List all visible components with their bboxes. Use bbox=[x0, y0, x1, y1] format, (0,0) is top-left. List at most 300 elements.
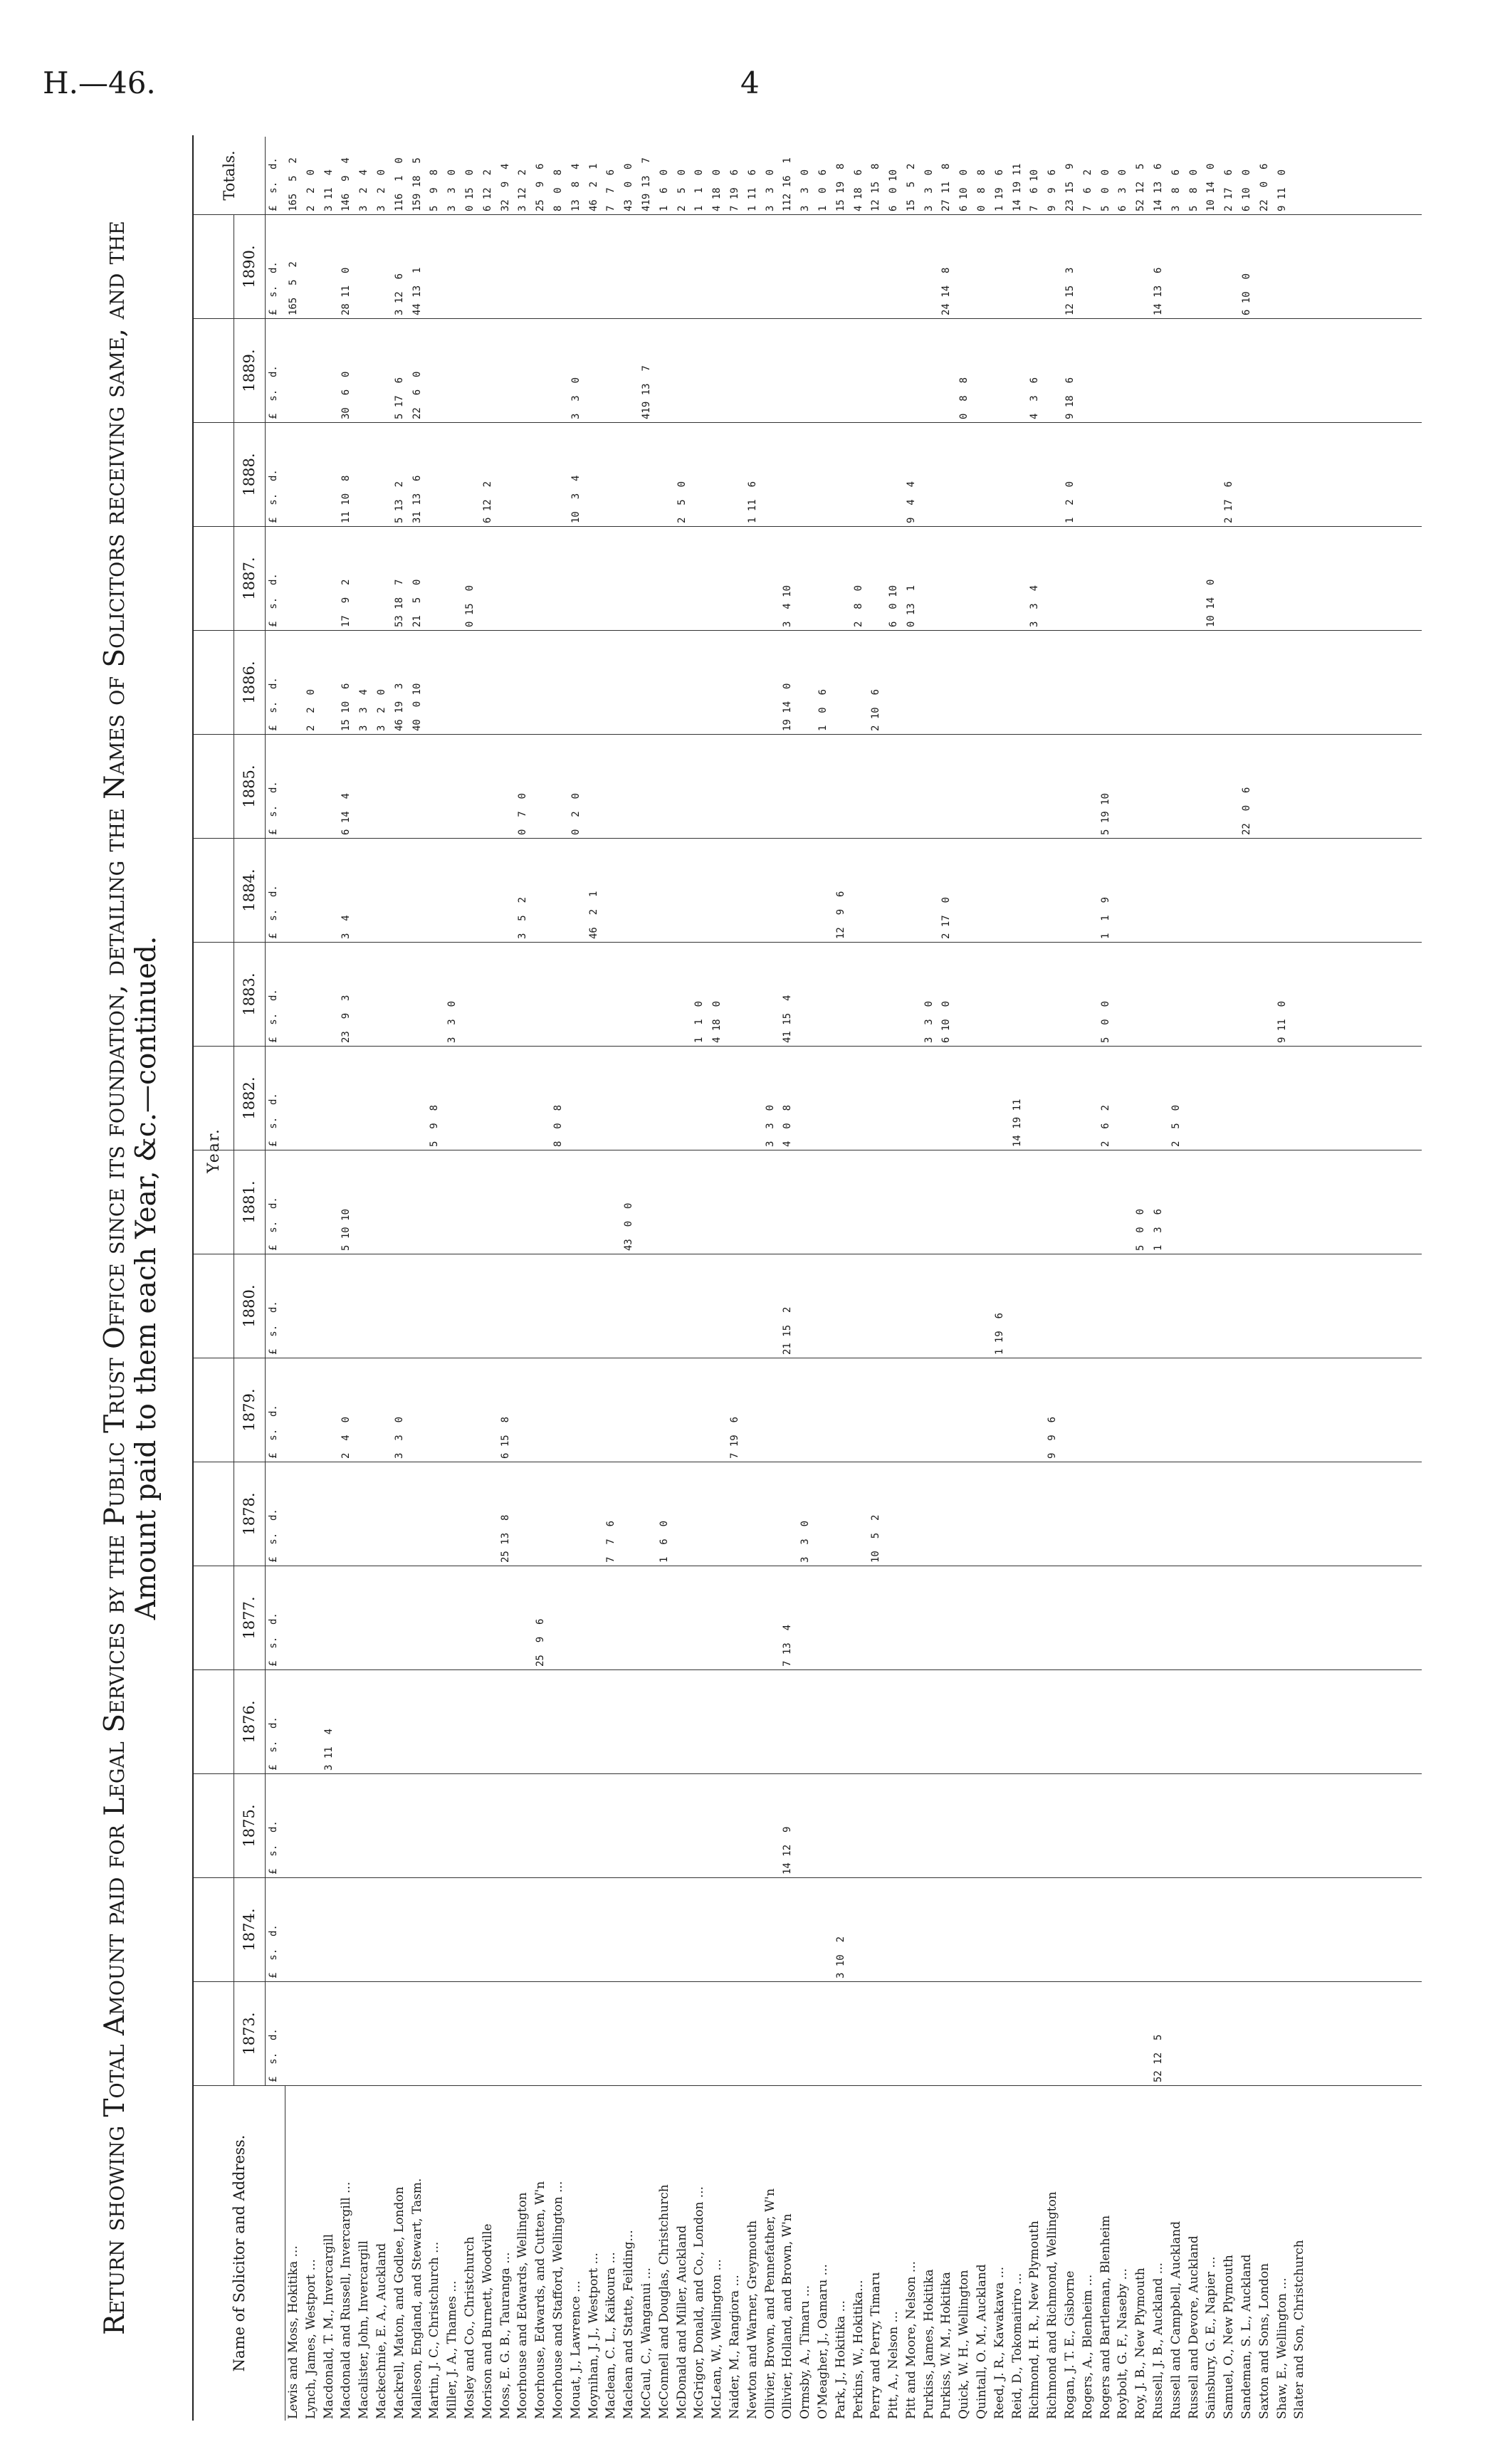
amount-cell bbox=[532, 944, 550, 1043]
amount-cell bbox=[762, 1360, 780, 1459]
amount-cell bbox=[726, 1256, 744, 1355]
amount-cell bbox=[550, 1360, 567, 1459]
amount-cell bbox=[955, 1672, 973, 1771]
amount-cell bbox=[1079, 528, 1097, 627]
amount-cell bbox=[1274, 1983, 1291, 2082]
amount-cell bbox=[1132, 1256, 1150, 1355]
amount-cell bbox=[885, 1672, 903, 1771]
amount-cell bbox=[832, 1256, 850, 1355]
amount-cell bbox=[1061, 1983, 1079, 2082]
amount-cell bbox=[550, 944, 567, 1043]
amount-cell bbox=[532, 1672, 550, 1771]
amount-cell bbox=[514, 1256, 532, 1355]
amount-cell bbox=[1202, 1568, 1220, 1667]
amount-cell bbox=[1291, 320, 1309, 419]
amount-cell bbox=[673, 1983, 691, 2082]
amount-cell bbox=[744, 1672, 762, 1771]
amount-cell: 7 19 6 bbox=[728, 1416, 740, 1459]
amount-cell bbox=[620, 1568, 638, 1667]
amount-cell: 3 5 2 bbox=[517, 896, 529, 939]
amount-cell: 15 10 6 bbox=[340, 683, 352, 731]
amount-cell bbox=[373, 1880, 391, 1978]
solicitor-name: Lewis and Moss, Hokitika ... bbox=[286, 2245, 300, 2419]
amount-cell bbox=[532, 216, 550, 315]
amount-cell: 2 17 6 bbox=[1223, 481, 1235, 523]
amount-cell bbox=[1044, 1464, 1061, 1563]
amount-cell bbox=[921, 1152, 938, 1251]
amount-cell bbox=[461, 944, 479, 1043]
amount-cell bbox=[1168, 632, 1185, 731]
amount-cell bbox=[744, 1048, 762, 1147]
solicitor-name: Roybolt, G. F., Naseby ... bbox=[1116, 2268, 1131, 2419]
amount-cell bbox=[602, 1880, 620, 1978]
amount-cell bbox=[903, 1360, 921, 1459]
amount-cell bbox=[1168, 1568, 1185, 1667]
year-column-header: 1875. bbox=[234, 1774, 266, 1877]
currency-label: £ s. d. bbox=[268, 677, 279, 731]
amount-cell bbox=[620, 1672, 638, 1771]
amount-cell bbox=[567, 1983, 585, 2082]
amount-cell bbox=[726, 320, 744, 419]
total-cell: 6 10 0 bbox=[958, 169, 970, 211]
amount-cell bbox=[867, 840, 885, 939]
amount-cell bbox=[567, 1360, 585, 1459]
amount-cell bbox=[1238, 1568, 1256, 1667]
amount-cell bbox=[1061, 1256, 1079, 1355]
amount-cell bbox=[1097, 1256, 1115, 1355]
year-column-header: 1878. bbox=[234, 1462, 266, 1566]
amount-cell bbox=[1202, 216, 1220, 315]
amount-cell bbox=[355, 1568, 373, 1667]
total-cell: 4 18 0 bbox=[711, 169, 723, 211]
amount-cell bbox=[1009, 1464, 1027, 1563]
amount-cell bbox=[938, 528, 955, 627]
amount-cell bbox=[973, 1568, 991, 1667]
amount-cell bbox=[1009, 1776, 1027, 1875]
solicitor-name: O'Meagher, J., Oamaru ... bbox=[815, 2264, 830, 2419]
amount-cell bbox=[762, 1464, 780, 1563]
amount-cell bbox=[938, 1464, 955, 1563]
amount-cell bbox=[885, 1048, 903, 1147]
amount-cell bbox=[479, 1048, 497, 1147]
amount-cell bbox=[585, 944, 603, 1043]
solicitor-name: Perry and Perry, Timaru bbox=[869, 2272, 883, 2419]
amount-cell bbox=[320, 216, 338, 315]
solicitor-name: Martin, J. C., Christchurch ... bbox=[427, 2241, 442, 2419]
amount-cell bbox=[1079, 736, 1097, 835]
amount-cell bbox=[673, 216, 691, 315]
amount-cell bbox=[797, 736, 814, 835]
amount-cell bbox=[602, 736, 620, 835]
total-cell: 1 11 6 bbox=[746, 169, 758, 211]
solicitor-name: Moorhouse, Edwards, and Cutten, W'n bbox=[533, 2181, 548, 2419]
total-cell: 52 12 5 bbox=[1135, 163, 1147, 211]
amount-cell bbox=[691, 1983, 708, 2082]
amount-cell bbox=[1114, 944, 1132, 1043]
year-cells bbox=[285, 632, 1309, 731]
amount-cell bbox=[514, 528, 532, 627]
solicitor-name: Reid, D., Tokomairiro ... bbox=[1010, 2272, 1024, 2419]
total-cell: 116 1 0 bbox=[393, 157, 405, 211]
amount-cell: 31 13 6 bbox=[411, 475, 423, 523]
amount-cell bbox=[1097, 1776, 1115, 1875]
total-cell: 3 3 0 bbox=[764, 169, 776, 211]
amount-cell bbox=[797, 1983, 814, 2082]
amount-cell bbox=[550, 632, 567, 731]
amount-cell bbox=[1168, 944, 1185, 1043]
amount-cell bbox=[850, 216, 868, 315]
amount-cell bbox=[1238, 1464, 1256, 1563]
amount-cell: 1 19 6 bbox=[993, 1312, 1005, 1355]
currency-label: £ s. d. bbox=[268, 989, 279, 1043]
amount-cell bbox=[638, 1464, 656, 1563]
amount-cell bbox=[620, 424, 638, 523]
solicitor-name: Newton and Warner, Greymouth bbox=[745, 2220, 760, 2419]
amount-cell bbox=[285, 1048, 303, 1147]
amount-cell bbox=[444, 1152, 461, 1251]
amount-cell bbox=[1220, 528, 1238, 627]
amount-cell: 5 13 2 bbox=[393, 481, 405, 523]
amount-cell bbox=[797, 1880, 814, 1978]
amount-cell bbox=[1061, 1776, 1079, 1875]
amount-cell bbox=[708, 1152, 726, 1251]
amount-cell bbox=[1026, 424, 1044, 523]
amount-cell bbox=[602, 216, 620, 315]
amount-cell bbox=[850, 840, 868, 939]
amount-cell bbox=[744, 1568, 762, 1667]
amount-cell bbox=[514, 944, 532, 1043]
year-cells bbox=[285, 1776, 1309, 1875]
year-column bbox=[194, 1254, 1422, 1358]
amount-cell bbox=[497, 1152, 515, 1251]
amount-cell bbox=[726, 1776, 744, 1875]
amount-cell bbox=[814, 1256, 832, 1355]
amount-cell bbox=[797, 216, 814, 315]
amount-cell bbox=[1168, 1983, 1185, 2082]
amount-cell bbox=[620, 1880, 638, 1978]
year-column bbox=[194, 735, 1422, 839]
totals-header: Totals. bbox=[194, 137, 266, 214]
amount-cell bbox=[673, 840, 691, 939]
solicitor-name: Richmond, H. R., New Plymouth bbox=[1027, 2221, 1042, 2419]
amount-cell bbox=[708, 1880, 726, 1978]
amount-cell bbox=[303, 1672, 320, 1771]
amount-cell bbox=[832, 424, 850, 523]
amount-cell bbox=[1026, 632, 1044, 731]
amount-cell bbox=[514, 216, 532, 315]
amount-cell bbox=[461, 1256, 479, 1355]
amount-cell: 6 12 2 bbox=[481, 481, 493, 523]
amount-cell: 6 15 8 bbox=[499, 1416, 511, 1459]
solicitor-name: McGrigor, Donald, and Co., London ... bbox=[692, 2186, 707, 2419]
amount-cell bbox=[850, 1880, 868, 1978]
amount-cell bbox=[708, 840, 726, 939]
amount-cell bbox=[320, 528, 338, 627]
amount-cell bbox=[779, 424, 797, 523]
amount-cell bbox=[1044, 1880, 1061, 1978]
amount-cell bbox=[885, 1983, 903, 2082]
amount-cell bbox=[673, 320, 691, 419]
amount-cell bbox=[602, 1048, 620, 1147]
amount-cell bbox=[391, 1983, 409, 2082]
amount-cell bbox=[708, 1464, 726, 1563]
amount-cell bbox=[303, 528, 320, 627]
amount-cell bbox=[903, 1152, 921, 1251]
amount-cell bbox=[303, 1256, 320, 1355]
amount-cell bbox=[479, 736, 497, 835]
amount-cell bbox=[602, 944, 620, 1043]
amount-cell bbox=[1026, 1568, 1044, 1667]
amount-cell bbox=[973, 216, 991, 315]
solicitor-name: Mosley and Co., Christchurch bbox=[462, 2236, 477, 2419]
amount-cell bbox=[567, 1568, 585, 1667]
amount-cell bbox=[461, 1880, 479, 1978]
amount-cell: 21 5 0 bbox=[411, 579, 423, 627]
amount-cell bbox=[708, 528, 726, 627]
amount-cell bbox=[797, 1048, 814, 1147]
amount-cell bbox=[1185, 632, 1203, 731]
amount-cell bbox=[1097, 424, 1115, 523]
amount-cell bbox=[1044, 528, 1061, 627]
amount-cell: 3 3 0 bbox=[570, 377, 582, 419]
amount-cell bbox=[656, 1776, 673, 1875]
amount-cell bbox=[1132, 1568, 1150, 1667]
amount-cell bbox=[673, 1568, 691, 1667]
amount-cell bbox=[938, 1152, 955, 1251]
amount-cell bbox=[1114, 528, 1132, 627]
amount-cell bbox=[320, 1568, 338, 1667]
amount-cell bbox=[656, 840, 673, 939]
amount-cell bbox=[1185, 1464, 1203, 1563]
amount-cell bbox=[320, 1256, 338, 1355]
amount-cell bbox=[550, 736, 567, 835]
amount-cell bbox=[744, 320, 762, 419]
amount-cell bbox=[497, 1568, 515, 1667]
amount-cell bbox=[532, 632, 550, 731]
total-cell: 2 17 6 bbox=[1223, 169, 1235, 211]
amount-cell bbox=[726, 424, 744, 523]
amount-cell bbox=[303, 1983, 320, 2082]
amount-cell bbox=[426, 1776, 444, 1875]
amount-cell bbox=[1291, 1360, 1309, 1459]
amount-cell bbox=[1291, 1776, 1309, 1875]
amount-cell bbox=[691, 1776, 708, 1875]
solicitor-name: Park, J., Hokitika ... bbox=[833, 2300, 848, 2419]
total-cell: 5 8 0 bbox=[1187, 169, 1200, 211]
amount-cell bbox=[850, 736, 868, 835]
amount-cell bbox=[1202, 1360, 1220, 1459]
amount-cell bbox=[638, 1256, 656, 1355]
amount-cell bbox=[1009, 944, 1027, 1043]
year-column-header: 1879. bbox=[234, 1358, 266, 1462]
solicitor-name: Malleson, England, and Stewart, Tasm. bbox=[409, 2178, 424, 2419]
amount-cell bbox=[850, 1256, 868, 1355]
amount-cell bbox=[479, 320, 497, 419]
amount-cell bbox=[921, 1776, 938, 1875]
amount-cell bbox=[1114, 1672, 1132, 1771]
amount-cell bbox=[409, 944, 426, 1043]
amount-cell bbox=[938, 1568, 955, 1667]
amount-cell bbox=[1044, 216, 1061, 315]
amount-cell bbox=[1009, 1880, 1027, 1978]
amount-cell bbox=[656, 1048, 673, 1147]
amount-cell bbox=[814, 1464, 832, 1563]
amount-cell bbox=[303, 1776, 320, 1875]
total-cell: 6 10 0 bbox=[1241, 169, 1253, 211]
amount-cell bbox=[691, 1672, 708, 1771]
amount-cell bbox=[814, 1360, 832, 1459]
amount-cell: 9 11 0 bbox=[1276, 1000, 1288, 1043]
amount-cell bbox=[602, 632, 620, 731]
amount-cell: 3 3 0 bbox=[393, 1416, 405, 1459]
total-cell: 7 6 10 bbox=[1029, 169, 1041, 211]
amount-cell bbox=[461, 1360, 479, 1459]
amount-cell bbox=[1026, 840, 1044, 939]
amount-cell: 14 19 11 bbox=[1011, 1099, 1023, 1147]
amount-cell bbox=[497, 1776, 515, 1875]
amount-cell bbox=[373, 1464, 391, 1563]
amount-cell bbox=[285, 736, 303, 835]
amount-cell bbox=[514, 632, 532, 731]
amount-cell bbox=[1044, 1256, 1061, 1355]
amount-cell bbox=[921, 1048, 938, 1147]
amount-cell bbox=[514, 1360, 532, 1459]
amount-cell bbox=[514, 320, 532, 419]
amount-cell bbox=[1061, 840, 1079, 939]
amount-cell bbox=[620, 632, 638, 731]
amount-cell bbox=[426, 1464, 444, 1563]
currency-label: £ s. d. bbox=[268, 2028, 279, 2082]
amount-cell bbox=[426, 1256, 444, 1355]
amount-cell bbox=[285, 424, 303, 523]
amount-cell bbox=[656, 736, 673, 835]
amount-cell bbox=[391, 1256, 409, 1355]
amount-cell bbox=[762, 320, 780, 419]
amount-cell bbox=[921, 736, 938, 835]
amount-cell bbox=[973, 1256, 991, 1355]
currency-label: £ s. d. bbox=[268, 469, 279, 523]
amount-cell bbox=[1026, 1256, 1044, 1355]
solicitor-name: Pitt, A., Nelson ... bbox=[886, 2311, 901, 2419]
amount-cell bbox=[355, 736, 373, 835]
amount-cell: 46 2 1 bbox=[587, 891, 599, 939]
amount-cell bbox=[991, 320, 1009, 419]
amount-cell bbox=[479, 528, 497, 627]
amount-cell bbox=[885, 320, 903, 419]
year-cells bbox=[285, 1048, 1309, 1147]
amount-cell bbox=[620, 1360, 638, 1459]
amount-cell bbox=[620, 1983, 638, 2082]
year-column bbox=[194, 1774, 1422, 1878]
amount-cell bbox=[550, 1256, 567, 1355]
name-column bbox=[194, 2086, 1422, 2421]
amount-cell bbox=[1044, 1048, 1061, 1147]
amount-cell bbox=[903, 1568, 921, 1667]
amount-cell bbox=[850, 1672, 868, 1771]
amount-cell bbox=[1044, 320, 1061, 419]
amount-cell: 6 10 0 bbox=[940, 1000, 953, 1043]
amount-cell bbox=[1026, 944, 1044, 1043]
amount-cell bbox=[656, 632, 673, 731]
amount-cell bbox=[426, 1152, 444, 1251]
amount-cell bbox=[532, 1776, 550, 1875]
amount-cell bbox=[320, 1464, 338, 1563]
year-cells bbox=[285, 320, 1309, 419]
amount-cell bbox=[1150, 840, 1168, 939]
amount-cell bbox=[567, 1880, 585, 1978]
amount-cell bbox=[391, 1672, 409, 1771]
amount-cell: 11 10 8 bbox=[340, 475, 352, 523]
amount-cell bbox=[1274, 1880, 1291, 1978]
total-cells bbox=[285, 138, 1309, 211]
amount-cell bbox=[1291, 424, 1309, 523]
solicitor-name: Mackechnie, E. A., Auckland bbox=[374, 2243, 389, 2419]
amount-cell bbox=[1256, 1256, 1274, 1355]
amount-cell bbox=[938, 320, 955, 419]
amount-cell bbox=[532, 840, 550, 939]
amount-cell bbox=[532, 1256, 550, 1355]
amount-cell bbox=[320, 944, 338, 1043]
amount-cell bbox=[814, 1880, 832, 1978]
amount-cell bbox=[885, 1776, 903, 1875]
amount-cell bbox=[955, 424, 973, 523]
amount-cell bbox=[1009, 840, 1027, 939]
amount-cell bbox=[620, 1776, 638, 1875]
total-cell: 12 15 8 bbox=[870, 163, 882, 211]
amount-cell bbox=[479, 1776, 497, 1875]
amount-cell bbox=[903, 1256, 921, 1355]
amount-cell bbox=[1274, 736, 1291, 835]
amount-cell bbox=[1097, 632, 1115, 731]
amount-cell bbox=[1132, 1048, 1150, 1147]
amount-cell bbox=[885, 216, 903, 315]
amount-cell bbox=[1274, 1256, 1291, 1355]
solicitor-name: Russell and Devore, Auckland bbox=[1186, 2235, 1201, 2419]
amount-cell bbox=[1061, 736, 1079, 835]
amount-cell bbox=[444, 1360, 461, 1459]
amount-cell: 7 7 6 bbox=[605, 1520, 617, 1563]
amount-cell bbox=[1044, 840, 1061, 939]
amount-cell bbox=[602, 1672, 620, 1771]
amount-cell bbox=[567, 1464, 585, 1563]
solicitor-name: Moorhouse and Stafford, Wellington ... bbox=[550, 2181, 565, 2419]
amount-cell bbox=[497, 1048, 515, 1147]
amount-cell bbox=[744, 1256, 762, 1355]
amount-cell bbox=[285, 632, 303, 731]
amount-cell bbox=[444, 1568, 461, 1667]
amount-cell bbox=[1220, 1464, 1238, 1563]
amount-cell bbox=[550, 1152, 567, 1251]
currency-label: £ s. d. bbox=[268, 365, 279, 419]
amount-cell bbox=[1026, 1983, 1044, 2082]
amount-cell bbox=[285, 1880, 303, 1978]
amount-cell bbox=[620, 840, 638, 939]
amount-cell bbox=[1202, 1776, 1220, 1875]
amount-cell: 43 0 0 bbox=[623, 1202, 635, 1251]
amount-cell bbox=[762, 1256, 780, 1355]
year-column bbox=[194, 423, 1422, 527]
total-cell: 3 3 0 bbox=[446, 169, 458, 211]
amount-cell bbox=[461, 216, 479, 315]
year-column bbox=[194, 631, 1422, 735]
amount-cell bbox=[638, 944, 656, 1043]
year-column-header: 1881. bbox=[234, 1150, 266, 1254]
amount-cell bbox=[1202, 1983, 1220, 2082]
amount-cell bbox=[1061, 1464, 1079, 1563]
solicitor-name: Macdonald, T. M., Invercargill bbox=[321, 2233, 336, 2419]
amount-cell bbox=[1079, 1152, 1097, 1251]
amount-cell bbox=[585, 320, 603, 419]
